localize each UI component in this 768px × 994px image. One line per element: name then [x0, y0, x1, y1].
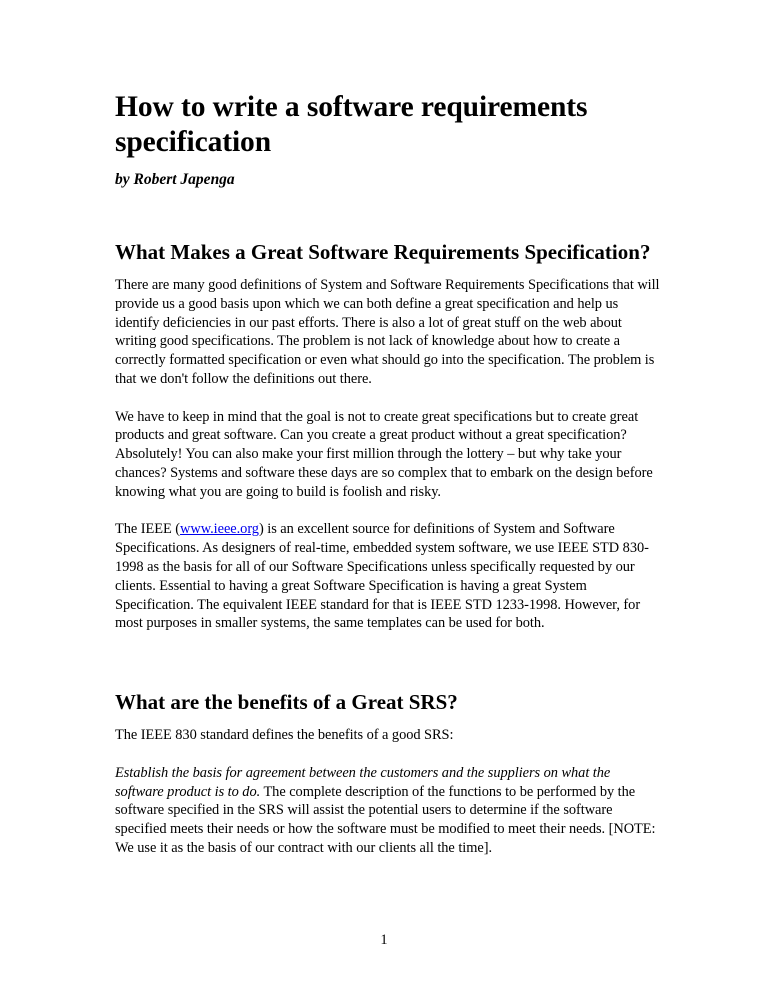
benefit-italic-statement: Establish the basis for agreement between the customers and the suppliers on what the software product is to do. [115, 764, 611, 800]
paragraph3-text-start: The IEEE ( [115, 521, 181, 538]
page-number: 1 [380, 932, 388, 948]
paragraph3-text-end: ) is an excellent source for definitions of System and Software Specifications. As designers of real-time, embedded system software, we use IEEE STD 830-1998 as the basis for all of our Software Specifications unless specifically requested by our clients. Essential to having a great Software Specification is having a great System Specification. The equivalent IEEE standard for that is IEEE STD 1233-1998. However, for most purposes in smaller systems, the same templates can be used for both. [115, 521, 649, 632]
section1-paragraph-1: There are many good definitions of System and Software Requirements Specifications that will provide us a good basis upon which we can both define a great specification and help us identify deficiencies in our past efforts. There is also a lot of great stuff on the web about writing good specifications. The problem is not lack of knowledge about how to create a correctly formatted specification or even what should go into the specification. The problem is that we don't follow the definitions out there. [115, 277, 660, 387]
document-page [115, 90, 660, 858]
ieee-link[interactable]: www.ieee.org [180, 521, 259, 538]
document-title: How to write a software requirements specification [115, 91, 588, 158]
section2-paragraph-2 [115, 764, 660, 858]
section1-paragraph-2: We have to keep in mind that the goal is not to create great specifications but to create great products and great software. Can you create a great product without a great specification? Absolutely! You can also make your first million through the lottery – but why take your chances? Systems and software these days are so complex that to embark on the design before knowing what you are going to build is foolish and risky. [115, 408, 653, 500]
section1-paragraph-3 [115, 520, 660, 633]
section-heading-srs-benefits: What are the benefits of a Great SRS? [115, 690, 458, 715]
section2-paragraph-1: The IEEE 830 standard defines the benefits of a good SRS: [115, 727, 454, 744]
section-heading-great-srs: What Makes a Great Software Requirements Specification? [115, 240, 651, 264]
author-byline: by Robert Japenga [115, 171, 235, 188]
benefit-description: The complete description of the functions to be performed by the software specified in the SRS will assist the potential users to determine if the software specified meets their needs or how the software must be modified to meet their needs. [NOTE: We use it as the basis of our contract with our clients all the time]. [115, 783, 656, 856]
